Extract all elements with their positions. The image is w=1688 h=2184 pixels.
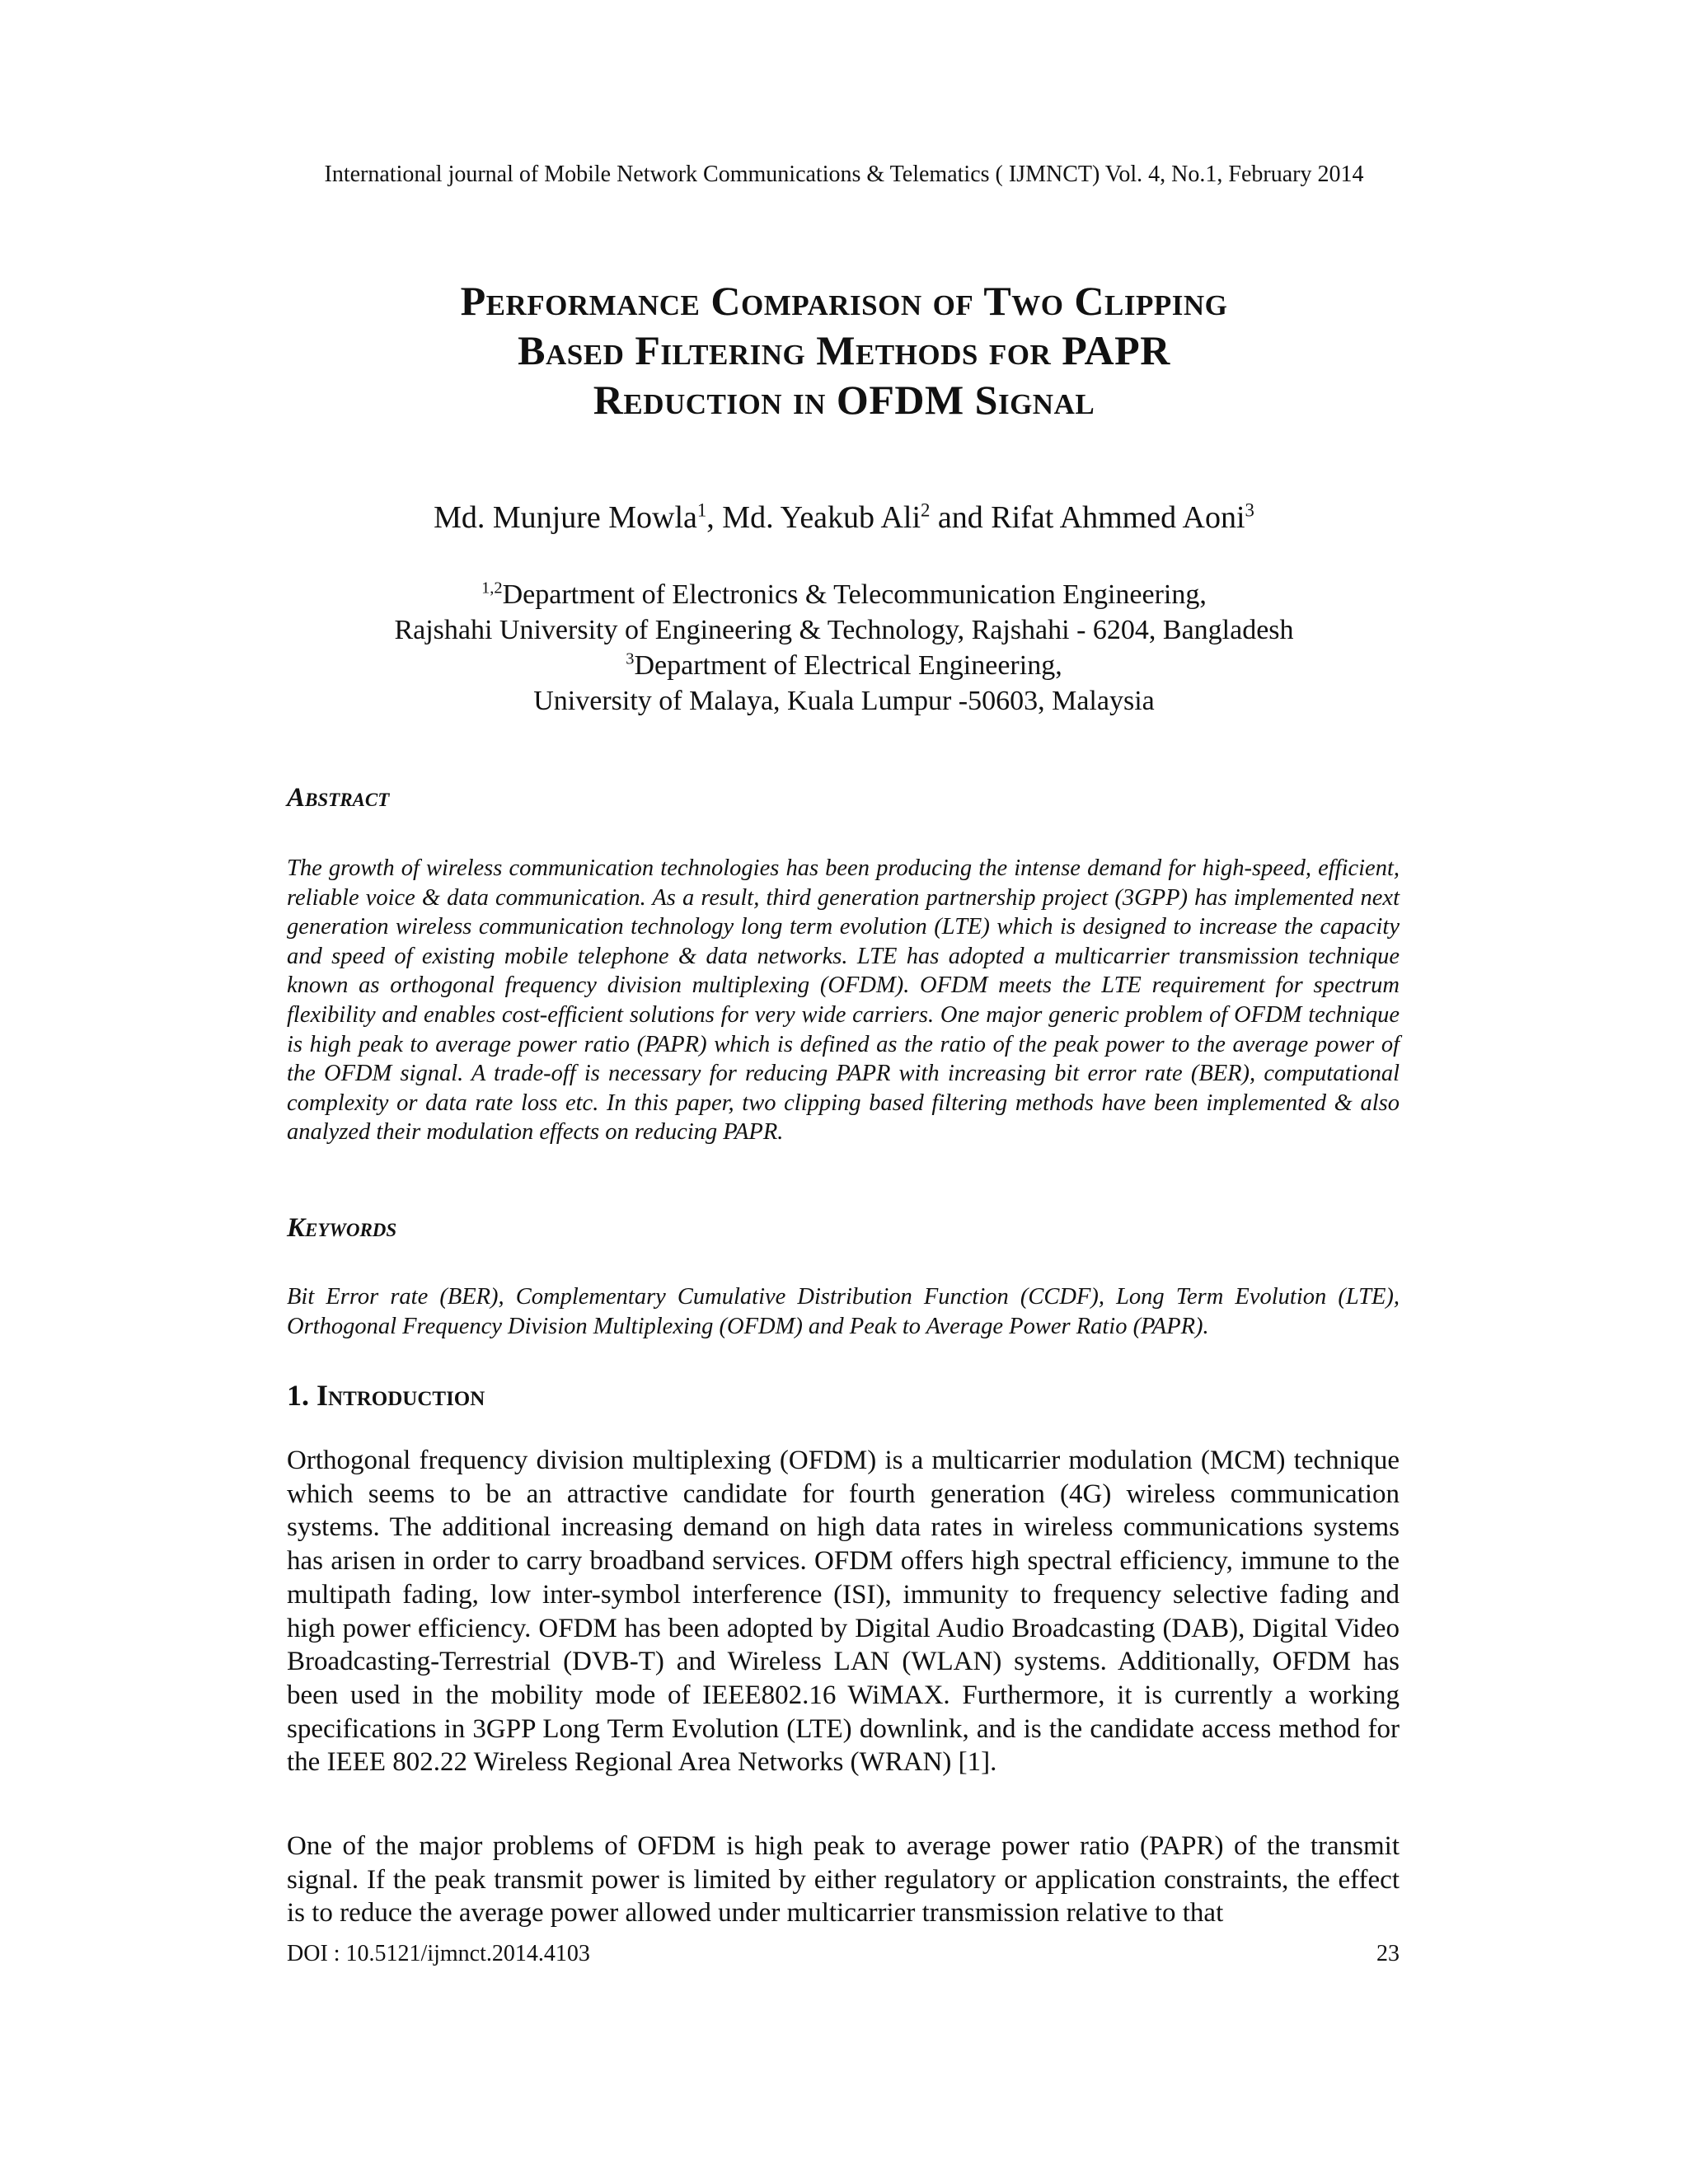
affiliation-department: Department of Electronics & Telecommunication Engineering,	[502, 579, 1207, 610]
introduction-paragraph: Orthogonal frequency division multiplexing (OFDM) is a multicarrier modulation (MCM) technique which seems to be an attractive candidate for fourth generation (4G) wireless communication systems. The additional increasing demand on high data rates in wireless communications systems has arisen in order to carry broadband services. OFDM offers high spectral efficiency, immune to the multipath fading, low inter-symbol interference (ISI), immunity to frequency selective fading and high power efficiency. OFDM has been adopted by Digital Audio Broadcasting (DAB), Digital Video Broadcasting-Terrestrial (DVB-T) and Wireless LAN (WLAN) systems. Additionally, OFDM has been used in the mobility mode of IEEE802.16 WiMAX. Furthermore, it is currently a working specifications in 3GPP Long Term Evolution (LTE) downlink, and is the candidate access method for the IEEE 802.22 Wireless Regional Area Networks (WRAN) [1].	[287, 1446, 1400, 1778]
affiliation-line	[0, 577, 1688, 612]
affiliation-block	[0, 577, 1688, 719]
running-header: International journal of Mobile Network Communications & Telematics ( IJMNCT) Vol. 4, No.1, February 2014	[324, 162, 1364, 187]
affiliation-institution: Rajshahi University of Engineering & Technology, Rajshahi - 6204, Bangladesh	[394, 615, 1294, 645]
author-name: Rifat Ahmmed Aoni	[991, 500, 1245, 535]
author-affiliation-mark: 3	[1245, 499, 1254, 521]
author-name: Md. Munjure Mowla	[434, 500, 697, 535]
keywords-heading: Keywords	[287, 1213, 397, 1243]
title-line-2: Based Filtering Methods for PAPR	[518, 327, 1170, 373]
author-affiliation-mark: 2	[921, 499, 931, 521]
affiliation-line	[0, 648, 1688, 683]
author-separator: and	[930, 500, 992, 535]
author-name: Md. Yeakub Ali	[722, 500, 921, 535]
author-separator: ,	[706, 500, 723, 535]
title-line-3: Reduction in OFDM Signal	[593, 377, 1095, 423]
introduction-paragraph: One of the major problems of OFDM is high peak to average power ratio (PAPR) of the transmit signal. If the peak transmit power is limited by either regulatory or application constraints, the effect is to reduce the average power allowed under multicarrier transmission relative to that	[287, 1831, 1400, 1929]
title-line-1: Performance Comparison of Two Clipping	[460, 278, 1228, 324]
doi-label: DOI : 10.5121/ijmnct.2014.4103	[287, 1941, 590, 1966]
abstract-text: The growth of wireless communication technologies has been producing the intense demand for high-speed, efficient, reliable voice & data communication. As a result, third generation partnership project (3GPP) has implemented next generation wireless communication technology long term evolution (LTE) which is designed to increase the capacity and speed of existing mobile telephone & data networks. LTE has adopted a multicarrier transmission technique known as orthogonal frequency division multiplexing (OFDM). OFDM meets the LTE requirement for spectrum flexibility and enables cost-efficient solutions for very wide carriers. One major generic problem of OFDM technique is high peak to average power ratio (PAPR) which is defined as the ratio of the peak power to the average power of the OFDM signal. A trade-off is necessary for reducing PAPR with increasing bit error rate (BER), computational complexity or data rate loss etc. In this paper, two clipping based filtering methods have been implemented & also analyzed their modulation effects on reducing PAPR.	[287, 855, 1400, 1146]
introduction-heading: 1. Introduction	[287, 1379, 485, 1412]
affiliation-mark: 3	[626, 649, 635, 668]
affiliation-mark: 1,2	[481, 579, 503, 598]
affiliation-department: Department of Electrical Engineering,	[634, 650, 1062, 681]
keywords-text: Bit Error rate (BER), Complementary Cumulative Distribution Function (CCDF), Long Term Evolution (LTE), Orthogonal Frequency Division Multiplexing (OFDM) and Peak to Average Power Ratio (PAPR).	[287, 1284, 1400, 1339]
author-affiliation-mark: 1	[696, 499, 707, 521]
paper-title	[247, 276, 1441, 424]
page-number: 23	[1376, 1941, 1400, 1966]
abstract-heading: Abstract	[287, 783, 390, 813]
author-list	[0, 499, 1688, 537]
affiliation-institution: University of Malaya, Kuala Lumpur -50603, Malaysia	[533, 686, 1155, 716]
